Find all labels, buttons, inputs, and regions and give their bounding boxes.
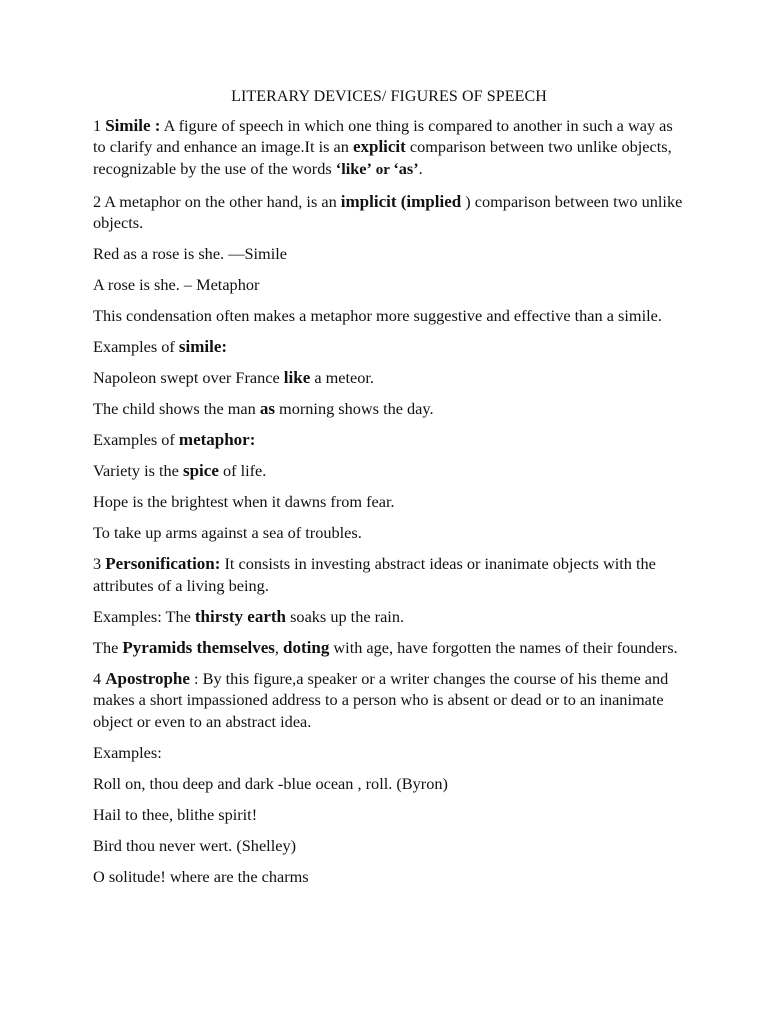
apostrophe-example: Roll on, thou deep and dark -blue ocean , roll. (Byron) [93, 773, 448, 793]
like-word: ‘like’ [335, 158, 372, 178]
implicit-term: implicit (implied [340, 191, 462, 211]
explicit-term: explicit [352, 137, 406, 156]
metaphor-example: Variety is the spice of life. [93, 461, 267, 480]
condensation-paragraph: This condensation often makes a metaphor more suggestive and effective than a simile. [93, 306, 662, 325]
metaphor-examples-heading: Examples of metaphor: [93, 430, 256, 449]
apostrophe-example: O solitude! where are the charms [93, 866, 309, 886]
metaphor-example: To take up arms against a sea of troubles. [93, 523, 362, 542]
document-page [93, 86, 685, 897]
personification-example: Examples: The thirsty earth soaks up the rain. [93, 606, 405, 626]
metaphor-example: Hope is the brightest when it dawns from fear. [93, 492, 395, 511]
apostrophe-term: Apostrophe [105, 668, 190, 688]
simile-definition: 1 Simile : A figure of speech in which one thing is compared to another in such a way as to clarify and enhance an image.It is an explicit comparison between two unlike objects, recognizable by the use of the words ‘like’ or ‘as’. [93, 115, 673, 178]
example-line: Red as a rose is she. —Simile [93, 244, 287, 263]
example-line: A rose is she. – Metaphor [93, 275, 260, 294]
apostrophe-example: Hail to thee, blithe spirit! [93, 804, 258, 824]
simile-term: Simile : [105, 115, 161, 135]
apostrophe-example: Bird thou never wert. (Shelley) [93, 835, 297, 855]
personification-example: The Pyramids themselves, doting with age, have forgotten the names of their founders. [93, 637, 678, 657]
apostrophe-definition: 4 Apostrophe : By this figure,a speaker or a writer changes the course of his theme and makes a short impassioned address to a person who is absent or dead or to an inanimate object or even to an abstract idea. [93, 668, 669, 731]
personification-definition: 3 Personification: It consists in investing abstract ideas or inanimate objects with the attributes of a living being. [93, 554, 656, 595]
simile-example: Napoleon swept over France like a meteor. [93, 368, 374, 387]
apostrophe-examples-heading: Examples: [93, 742, 162, 762]
metaphor-definition: 2 A metaphor on the other hand, is an implicit (implied ) comparison between two unlike objects. [93, 191, 683, 232]
page-title: LITERARY DEVICES/ FIGURES OF SPEECH [231, 88, 547, 105]
as-word: ‘as’ [393, 158, 419, 178]
simile-examples-heading: Examples of simile: [93, 337, 228, 356]
personification-term: Personification: [105, 554, 221, 573]
simile-example: The child shows the man as morning shows the day. [93, 399, 434, 418]
